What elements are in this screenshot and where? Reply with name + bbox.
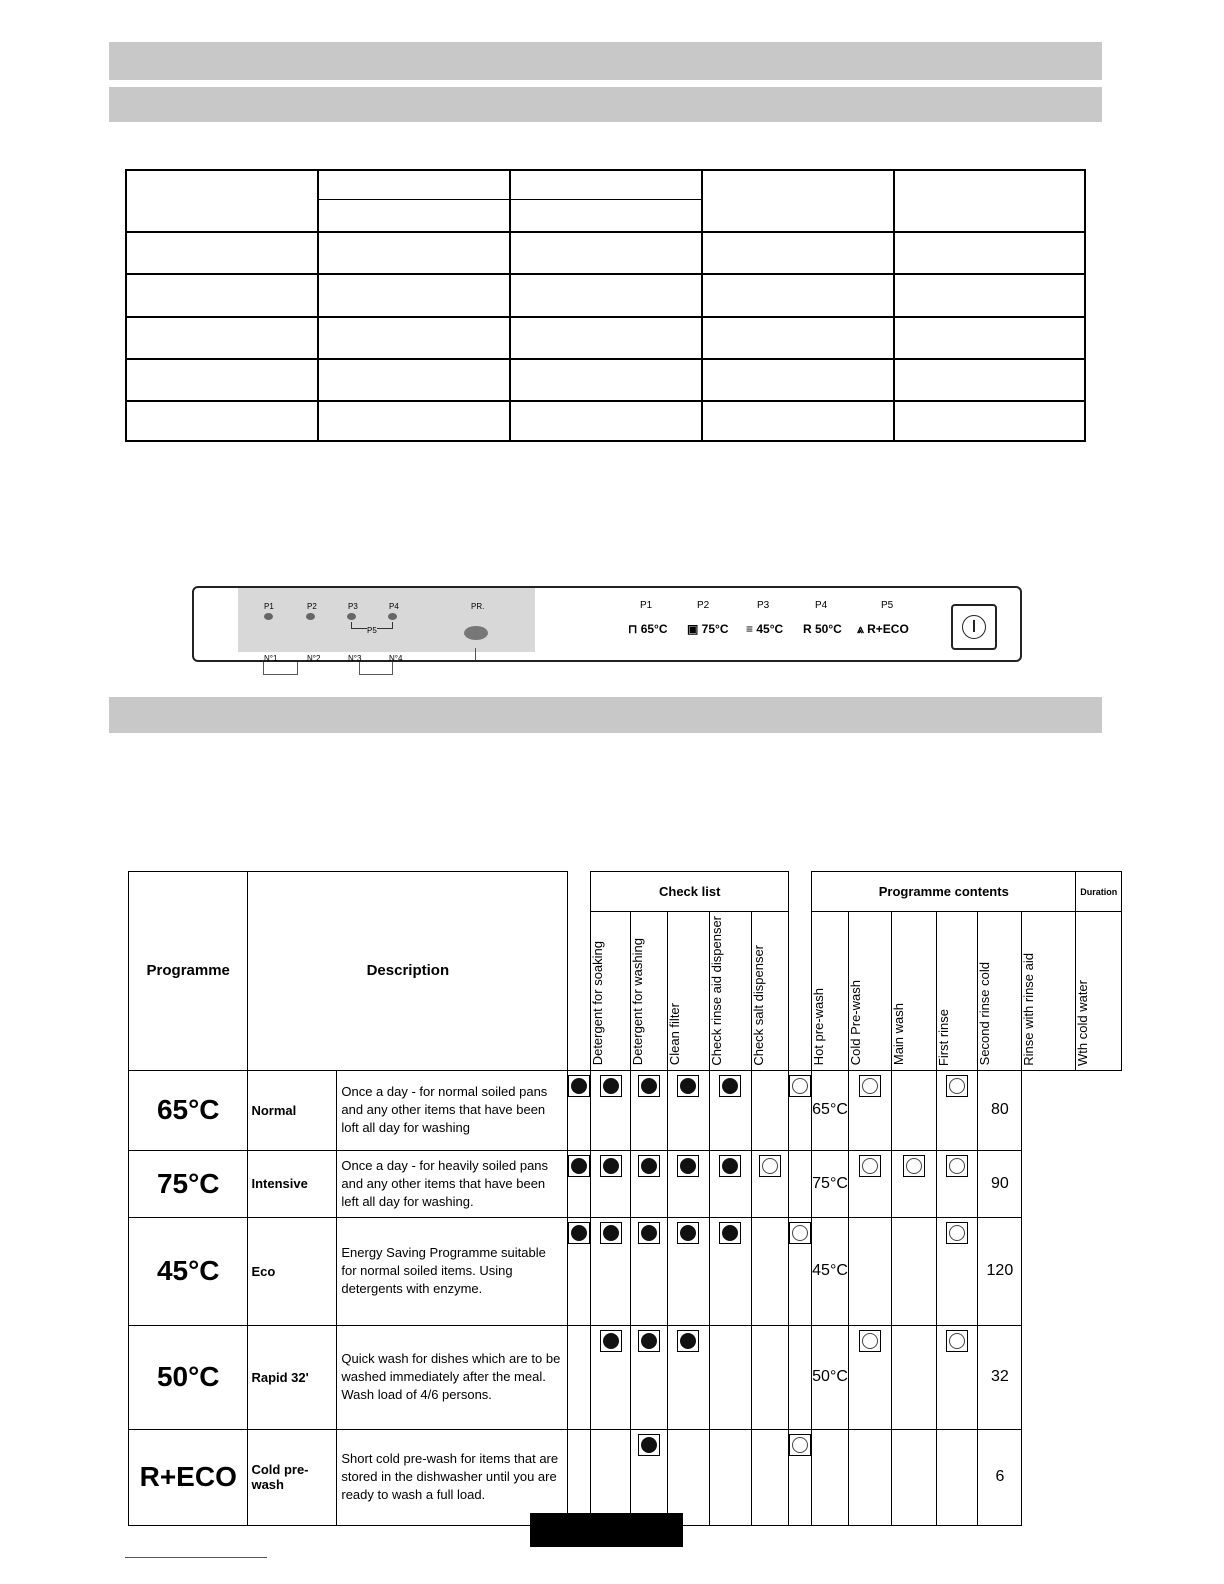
contents-header: Programme contents: [812, 872, 1076, 912]
duration-value: 90: [978, 1150, 1022, 1217]
table-row: [129, 1325, 1122, 1429]
contents-cell: [892, 1325, 936, 1429]
checklist-cell: [667, 1150, 709, 1217]
header-bar-2: [109, 87, 1102, 122]
header-bar-1: [109, 42, 1102, 80]
filled-marker-icon: [568, 1222, 590, 1244]
checklist-cell: [709, 1150, 752, 1217]
contents-cell: [848, 1429, 892, 1525]
programme-description: Quick wash for dishes which are to be washed immediately after the meal. Wash load of 4/6 persons.: [337, 1325, 568, 1429]
panel-bracket-right: [359, 662, 393, 675]
checklist-cell: [667, 1325, 709, 1429]
contents-cell: [789, 1325, 812, 1429]
pr-label: PR.: [471, 602, 485, 611]
filled-marker-icon: [600, 1222, 622, 1244]
program-symbol-p3: ≡ 45°C: [746, 622, 784, 636]
led-label-p1: P1: [264, 602, 274, 611]
table-row: [129, 1070, 1122, 1150]
empty-marker-icon: [789, 1434, 811, 1456]
filled-marker-icon: [677, 1330, 699, 1352]
filled-marker-icon: [638, 1330, 660, 1352]
contents-cell: [892, 1150, 936, 1217]
page-footer-block: [530, 1513, 683, 1547]
programme-name: Cold pre-wash: [248, 1429, 337, 1525]
filled-marker-icon: [638, 1075, 660, 1097]
contents-cell: [789, 1217, 812, 1325]
checklist-cell: [631, 1150, 668, 1217]
empty-marker-icon: [903, 1155, 925, 1177]
number-1: N°1: [264, 654, 278, 663]
led-p2: [306, 613, 315, 620]
contents-cell: [789, 1070, 812, 1150]
header-bar-3: [109, 697, 1102, 733]
program-symbol-p5: ⩓ R+ECO: [857, 622, 909, 636]
filled-marker-icon: [719, 1075, 741, 1097]
checklist-cell: [568, 1217, 591, 1325]
empty-marker-icon: [789, 1075, 811, 1097]
program-label-p2: P2: [697, 600, 710, 611]
program-symbol-p2: ▣ 75°C: [687, 622, 729, 636]
contents-cell: [789, 1150, 812, 1217]
programme-description: Short cold pre-wash for items that are stored in the dishwasher until you are ready to wash a full load.: [337, 1429, 568, 1525]
duration-value: 6: [978, 1429, 1022, 1525]
empty-marker-icon: [946, 1075, 968, 1097]
contents-cell: [812, 1429, 849, 1525]
programme-description: Energy Saving Programme suitable for normal soiled items. Using detergents with enzyme.: [337, 1217, 568, 1325]
program-button[interactable]: [464, 626, 488, 640]
column-header: [812, 912, 849, 1071]
contents-cell: [892, 1217, 936, 1325]
duration-value: 120: [978, 1217, 1022, 1325]
contents-cell: [752, 1150, 789, 1217]
programme-symbol: R+ECO: [129, 1429, 248, 1525]
programme-table: [128, 871, 1122, 1526]
table-row: [129, 1429, 1122, 1525]
column-header-label: Wth cold water: [1075, 979, 1091, 1066]
column-header: [631, 912, 668, 1071]
checklist-cell: [631, 1070, 668, 1150]
panel-led-area: [238, 588, 535, 652]
column-header-label: Second rinse cold: [977, 962, 993, 1066]
empty-marker-icon: [946, 1222, 968, 1244]
column-header-label: Check rinse aid dispenser: [708, 916, 724, 1066]
filled-marker-icon: [677, 1155, 699, 1177]
led-p4: [388, 613, 397, 620]
column-header-label: Cold Pre-wash: [847, 980, 863, 1066]
contents-cell: [752, 1325, 789, 1429]
checklist-cell: [667, 1070, 709, 1150]
column-header: [1022, 912, 1076, 1071]
contents-cell: 65°C: [812, 1070, 849, 1150]
checklist-cell: [709, 1217, 752, 1325]
filled-marker-icon: [677, 1222, 699, 1244]
contents-cell: 75°C: [812, 1150, 849, 1217]
checklist-cell: [568, 1150, 591, 1217]
checklist-cell: [631, 1217, 668, 1325]
led-group-label: P5: [367, 626, 377, 635]
column-header-label: Rinse with rinse aid: [1021, 952, 1037, 1066]
program-label-p3: P3: [757, 600, 770, 611]
checklist-cell: [591, 1150, 631, 1217]
contents-cell: [936, 1217, 978, 1325]
contents-cell: [752, 1070, 789, 1150]
contents-cell: [848, 1150, 892, 1217]
filled-marker-icon: [638, 1434, 660, 1456]
led-label-p4: P4: [389, 602, 399, 611]
contents-cell: [892, 1429, 936, 1525]
column-header: [978, 912, 1022, 1071]
program-label-p1: P1: [640, 600, 653, 611]
column-header-label: Detergent for soaking: [590, 941, 606, 1066]
column-header: [591, 912, 631, 1071]
column-header: [1076, 912, 1122, 1071]
empty-marker-icon: [859, 1155, 881, 1177]
program-symbol-p1: ⊓ 65°C: [628, 622, 668, 636]
power-icon: [962, 615, 986, 639]
led-label-p3: P3: [348, 602, 358, 611]
programme-description: Once a day - for normal soiled pans and any other items that have been loft all day for washing: [337, 1070, 568, 1150]
duration-value: 32: [978, 1325, 1022, 1429]
checklist-cell: [631, 1429, 668, 1525]
checklist-cell: [709, 1325, 752, 1429]
column-header-label: Detergent for washing: [630, 938, 646, 1066]
contents-cell: [936, 1070, 978, 1150]
programme-name: Eco: [248, 1217, 337, 1325]
led-p1: [264, 613, 273, 620]
contents-cell: [848, 1325, 892, 1429]
programme-symbol: 50°C: [129, 1325, 248, 1429]
contents-cell: [936, 1325, 978, 1429]
checklist-cell: [591, 1325, 631, 1429]
filled-marker-icon: [719, 1155, 741, 1177]
description-header: Description: [248, 872, 568, 1071]
control-panel: [192, 586, 1022, 662]
duration-header: Duration: [1076, 872, 1122, 912]
filled-marker-icon: [677, 1075, 699, 1097]
column-header-label: First rinse: [935, 1008, 951, 1066]
table-row: [129, 1150, 1122, 1217]
programme-header: Programme: [129, 872, 248, 1071]
contents-cell: [752, 1429, 789, 1525]
filled-marker-icon: [719, 1222, 741, 1244]
empty-spec-grid: [125, 169, 1086, 442]
filled-marker-icon: [638, 1222, 660, 1244]
checklist-cell: [568, 1070, 591, 1150]
empty-marker-icon: [859, 1330, 881, 1352]
column-header-label: Check salt dispenser: [751, 944, 767, 1066]
empty-marker-icon: [859, 1075, 881, 1097]
table-row: [129, 1217, 1122, 1325]
contents-cell: [936, 1150, 978, 1217]
checklist-cell: [709, 1429, 752, 1525]
contents-cell: [789, 1429, 812, 1525]
filled-marker-icon: [600, 1155, 622, 1177]
filled-marker-icon: [568, 1075, 590, 1097]
column-header: [667, 912, 709, 1071]
filled-marker-icon: [568, 1155, 590, 1177]
filled-marker-icon: [600, 1330, 622, 1352]
programme-symbol: 75°C: [129, 1150, 248, 1217]
contents-cell: [892, 1070, 936, 1150]
empty-marker-icon: [946, 1155, 968, 1177]
programme-symbol: 45°C: [129, 1217, 248, 1325]
program-label-p4: P4: [815, 600, 828, 611]
column-header-label: Clean filter: [666, 1003, 682, 1066]
footer-link-line: [125, 1557, 267, 1558]
filled-marker-icon: [638, 1155, 660, 1177]
checklist-cell: [568, 1429, 591, 1525]
checklist-cell: [667, 1217, 709, 1325]
checklist-cell: [667, 1429, 709, 1525]
column-header: [936, 912, 978, 1071]
checklist-header: Check list: [591, 872, 789, 912]
program-label-p5: P5: [881, 600, 894, 611]
column-header: [848, 912, 892, 1071]
contents-cell: 45°C: [812, 1217, 849, 1325]
column-header: [752, 912, 789, 1071]
programme-name: Normal: [248, 1070, 337, 1150]
number-4: N°4: [389, 654, 403, 663]
programme-symbol: 65°C: [129, 1070, 248, 1150]
checklist-cell: [709, 1070, 752, 1150]
column-header-label: Main wash: [891, 1003, 907, 1066]
column-header: [709, 912, 752, 1071]
contents-cell: [848, 1217, 892, 1325]
checklist-cell: [568, 1325, 591, 1429]
programme-name: Rapid 32': [248, 1325, 337, 1429]
led-p3: [347, 613, 356, 620]
checklist-cell: [631, 1325, 668, 1429]
empty-marker-icon: [946, 1330, 968, 1352]
empty-marker-icon: [789, 1222, 811, 1244]
filled-marker-icon: [600, 1075, 622, 1097]
panel-bracket-left: [263, 662, 298, 675]
number-3: N°3: [348, 654, 362, 663]
number-2: N°2: [307, 654, 321, 663]
programme-name: Intensive: [248, 1150, 337, 1217]
contents-cell: 50°C: [812, 1325, 849, 1429]
contents-cell: [752, 1217, 789, 1325]
led-label-p2: P2: [307, 602, 317, 611]
empty-marker-icon: [759, 1155, 781, 1177]
checklist-cell: [591, 1217, 631, 1325]
contents-cell: [848, 1070, 892, 1150]
power-button[interactable]: [951, 604, 997, 650]
pr-pointer-line: [475, 648, 476, 660]
checklist-cell: [591, 1070, 631, 1150]
programme-description: Once a day - for heavily soiled pans and any other items that have been left all day for washing.: [337, 1150, 568, 1217]
duration-value: 80: [978, 1070, 1022, 1150]
program-symbol-p4: R 50°C: [803, 622, 842, 636]
contents-cell: [936, 1429, 978, 1525]
checklist-cell: [591, 1429, 631, 1525]
column-header-label: Hot pre-wash: [811, 988, 827, 1066]
column-header: [892, 912, 936, 1071]
